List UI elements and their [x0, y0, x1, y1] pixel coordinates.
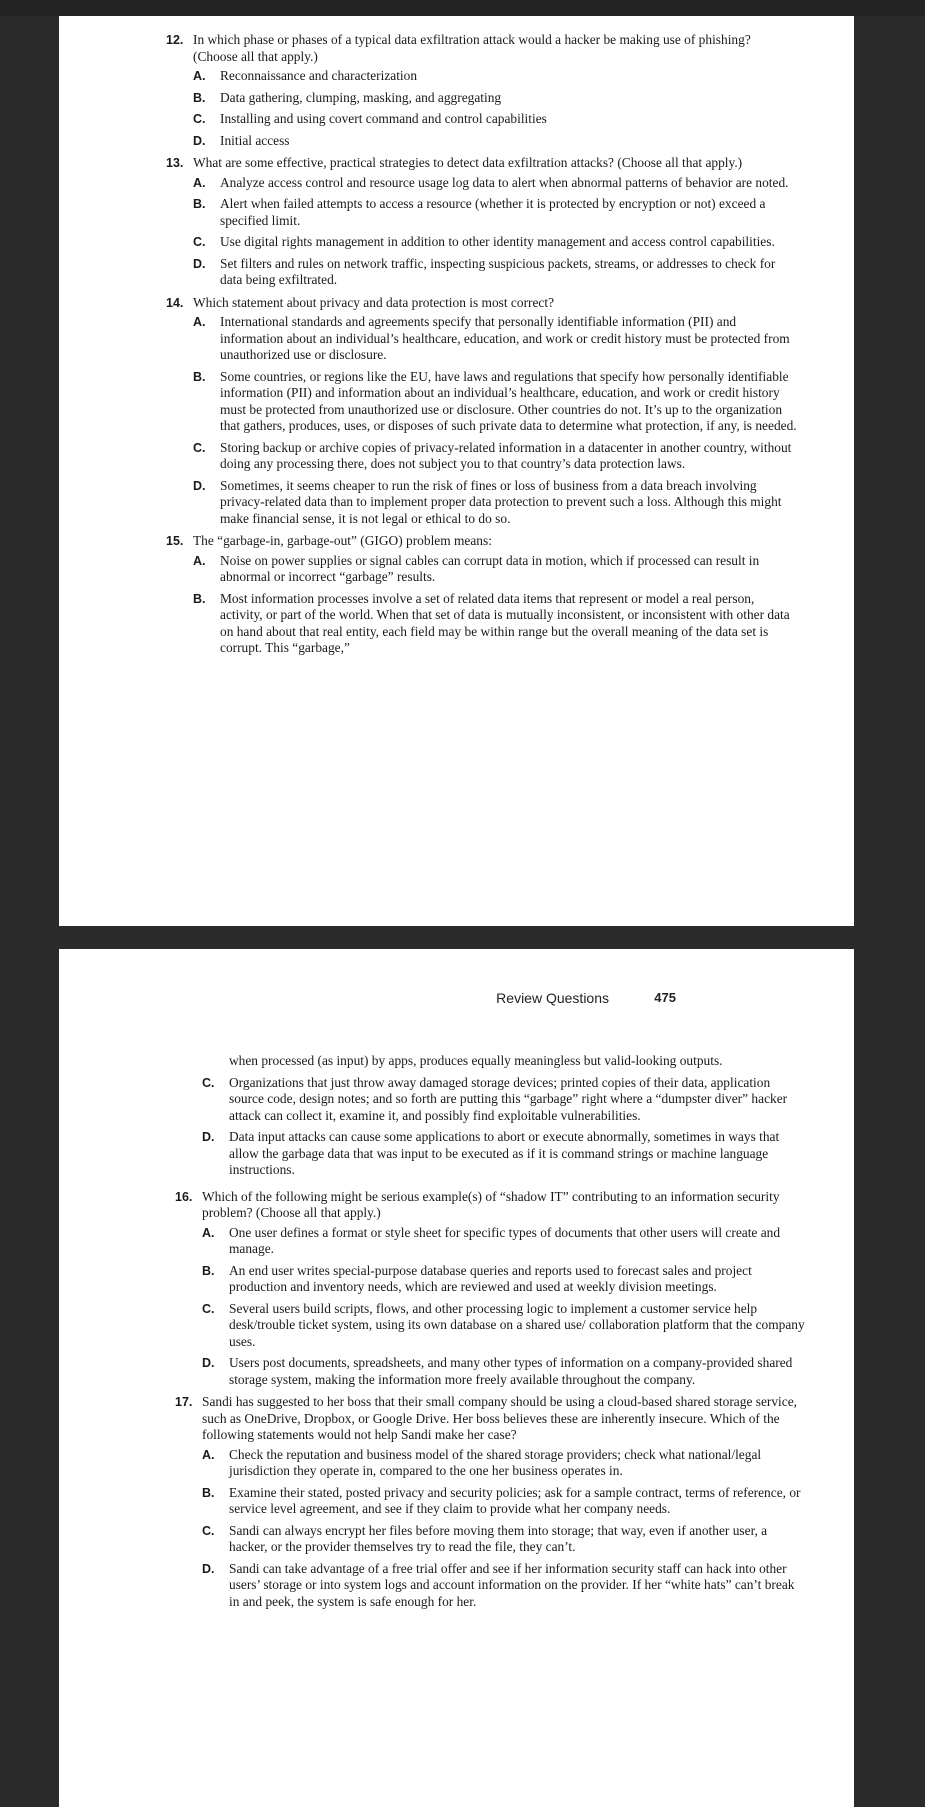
question-15	[166, 533, 798, 657]
option-letter: D.	[202, 1356, 215, 1370]
option-letter: C.	[202, 1075, 215, 1090]
option-text: Initial access	[220, 132, 290, 148]
option-text: Reconnaissance and characterization	[220, 68, 418, 83]
option-letter: C.	[202, 1301, 215, 1316]
option-d	[202, 1561, 807, 1611]
option-c	[202, 1075, 807, 1125]
option-b	[193, 369, 798, 435]
question-text: Sandi has suggested to her boss that their small company should be using a cloud-based shared storage service, such as OneDrive, Dropbox, or Google Drive. Her boss believes these are inherently insecure. Which of the following statements would not help Sandi make her case?	[202, 1394, 798, 1442]
question-text: In which phase or phases of a typical data exfiltration attack would a hacker be making use of phishing? (Choose all that apply.)	[193, 32, 751, 64]
option-letter: B.	[202, 1485, 215, 1500]
question-text: The “garbage-in, garbage-out” (GIGO) problem means:	[193, 533, 492, 548]
option-letter: B.	[193, 90, 206, 105]
option-text: Set filters and rules on network traffic, inspecting suspicious packets, streams, or addresses to check for data being exfiltrated.	[220, 255, 776, 287]
option-letter: A.	[193, 175, 206, 190]
option-letter: D.	[193, 133, 206, 148]
option-text: Sandi can take advantage of a free trial offer and see if her information security staff can hack into other users’ storage or into system logs and account information on the provider. If her “white hats” can’t break in and peek, the system is safe enough for her.	[229, 1560, 795, 1609]
question-number: 17.	[175, 1395, 193, 1409]
option-text: Users post documents, spreadsheets, and many other types of information on a company-provided shared storage system, making the information more freely available throughout the company.	[229, 1355, 793, 1387]
page-474	[59, 16, 854, 926]
option-text: Data gathering, clumping, masking, and aggregating	[220, 89, 502, 105]
option-text: Analyze access control and resource usage log data to alert when abnormal patterns of behavior are noted.	[220, 174, 789, 190]
option-letter: D.	[193, 256, 206, 271]
option-c	[193, 440, 798, 473]
option-letter: D.	[202, 1561, 215, 1576]
option-text: Alert when failed attempts to access a resource (whether it is protected by encryption or not) exceed a specified limit.	[220, 196, 766, 228]
question-17	[175, 1394, 807, 1610]
option-text: Data input attacks can cause some applications to abort or execute abnormally, sometimes in ways that allow the garbage data that was input to be executed as if it is command strings or machine language instructions.	[229, 1129, 780, 1177]
option-d	[193, 133, 798, 150]
option-c	[202, 1301, 807, 1351]
option-text: Some countries, or regions like the EU, have laws and regulations that specify how personally identifiable information (PII) and information about an individual’s healthcare, education, and work or credit history must be protected from unauthorized use or disclosure. Other countries do not. It’s up to the organization that gathers, produces, uses, or disposes of such private data to determine what protection, if any, is needed.	[220, 368, 797, 433]
option-letter: D.	[193, 478, 206, 493]
option-text: An end user writes special-purpose database queries and reports used to forecast sales and project production and inventory needs, which are reviewed and used at weekly division meetings.	[229, 1262, 752, 1294]
option-text: Check the reputation and business model of the shared storage providers; check what national/legal jurisdiction they operate in, compared to the one her business operates in.	[229, 1446, 762, 1478]
option-d	[202, 1129, 807, 1179]
option-c	[193, 111, 798, 128]
option-text: Examine their stated, posted privacy and security policies; ask for a sample contract, terms of reference, or service level agreement, and see if they claim to provide what her company needs.	[229, 1484, 801, 1516]
option-letter: D.	[202, 1130, 215, 1144]
viewer-top-bar	[0, 0, 925, 16]
option-text: Most information processes involve a set of related data items that represent or model a real person, activity, or part of the world. When that set of data is mutually inconsistent, or inconsistent with other data on hand about that real entity, each field may be within range but the overall meaning of the data set is corrupt. This “garbage,”	[220, 590, 790, 655]
option-c	[193, 234, 798, 251]
running-head: Review Questions	[496, 990, 609, 1006]
option-b-continuation: when processed (as input) by apps, produces equally meaningless but valid-looking outputs.	[229, 1053, 723, 1068]
option-letter: C.	[193, 235, 206, 249]
option-letter: A.	[193, 553, 206, 568]
question-number: 13.	[166, 156, 184, 170]
question-16	[175, 1189, 807, 1389]
option-a	[193, 553, 798, 586]
option-text: Noise on power supplies or signal cables can corrupt data in motion, which if processed can result in abnormal or incorrect “garbage” results.	[220, 552, 760, 584]
page1-content	[166, 32, 798, 663]
question-12	[166, 32, 798, 149]
option-text: One user defines a format or style sheet for specific types of documents that other users will create and manage.	[229, 1224, 781, 1256]
option-letter: A.	[202, 1447, 215, 1462]
question-14	[166, 295, 798, 528]
option-a	[193, 314, 798, 364]
option-text: Sometimes, it seems cheaper to run the risk of fines or loss of business from a data breach involving privacy-related data than to implement proper data protection to prevent such a loss. Although this might make financial sense, it is not legal or ethical to do so.	[220, 477, 782, 526]
option-text: Organizations that just throw away damaged storage devices; printed copies of their data, application source code, design notes; and so forth are putting this “garbage” right where a “dumpster diver” hacker attack can collect it, examine it, and possibly find exploitable vulnerabilities.	[229, 1074, 788, 1123]
option-a	[193, 175, 798, 192]
option-letter: A.	[193, 315, 206, 329]
option-text: Sandi can always encrypt her files before moving them into storage; that way, even if another user, a hacker, or the provider themselves try to read the file, they can’t.	[229, 1522, 768, 1554]
option-b	[193, 591, 798, 657]
option-letter: C.	[202, 1523, 215, 1538]
option-letter: B.	[193, 591, 206, 606]
option-letter: B.	[202, 1263, 215, 1278]
option-text: Use digital rights management in addition to other identity management and access control capabilities.	[220, 234, 775, 249]
question-13	[166, 155, 798, 289]
option-text: International standards and agreements specify that personally identifiable information (PII) and information about an individual’s healthcare, education, and work or credit history must be protected from unauthorized use or disclosure.	[220, 314, 790, 362]
option-letter: B.	[193, 369, 206, 384]
option-b	[193, 196, 798, 229]
option-letter: C.	[193, 112, 206, 126]
question-text: What are some effective, practical strategies to detect data exfiltration attacks? (Choose all that apply.)	[193, 155, 743, 170]
option-a	[202, 1447, 807, 1480]
option-b	[202, 1263, 807, 1296]
option-text: Several users build scripts, flows, and other processing logic to implement a customer service help desk/trouble ticket system, using its own database on a shared use/ collaboration platform that the company uses.	[229, 1300, 805, 1349]
option-letter: B.	[193, 197, 206, 211]
option-d	[193, 256, 798, 289]
page2-content	[175, 1053, 807, 1616]
option-b	[202, 1485, 807, 1518]
option-a	[202, 1225, 807, 1258]
question-number: 12.	[166, 33, 184, 47]
question-number: 16.	[175, 1189, 193, 1204]
question-number: 15.	[166, 534, 184, 548]
option-text: Installing and using covert command and control capabilities	[220, 111, 547, 126]
question-number: 14.	[166, 295, 184, 310]
option-b	[193, 90, 798, 107]
question-text: Which statement about privacy and data protection is most correct?	[193, 294, 555, 310]
option-letter: A.	[193, 69, 206, 83]
option-letter: C.	[193, 440, 206, 455]
option-d	[202, 1355, 807, 1388]
option-letter: A.	[202, 1225, 215, 1240]
option-a	[193, 68, 798, 85]
question-text: Which of the following might be serious example(s) of “shadow IT” contributing to an information security problem? (Choose all that apply.)	[202, 1188, 780, 1220]
option-c	[202, 1523, 807, 1556]
page-number: 475	[654, 990, 676, 1005]
page-475	[59, 949, 854, 1807]
option-text: Storing backup or archive copies of privacy-related information in a datacenter in another country, without doing any processing there, does not subject you to that country’s data protection laws.	[220, 439, 792, 471]
option-d	[193, 478, 798, 528]
